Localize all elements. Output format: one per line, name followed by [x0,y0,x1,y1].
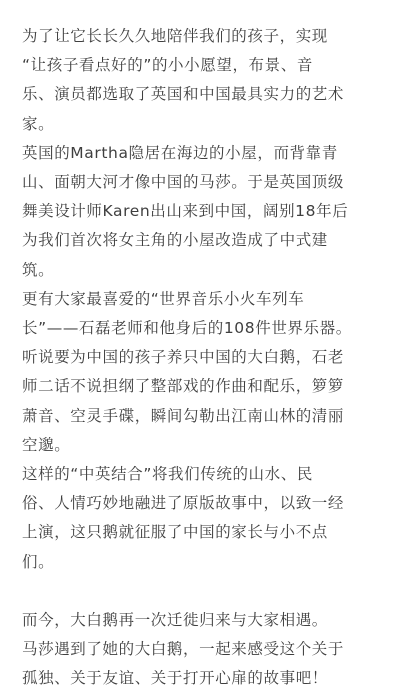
text-line: 英国的Martha隐居在海边的小屋，而背靠青 [22,143,338,162]
text-line: 长”——石磊老师和他身后的108件世界乐器。 [22,319,352,338]
text-line: 萧音、空灵手碟，瞬间勾勒出江南山林的清丽 [22,406,345,425]
text-line: 为了让它长长久久地陪伴我们的孩子，实现 [22,27,328,45]
text-line: 这样的“中英结合”将我们传统的山水、民 [22,465,313,484]
paragraph-set-design [22,139,378,285]
text-line: 为我们首次将女主角的小屋改造成了中式建 [22,231,328,250]
text-line: 而今，大白鹅再一次迁徙归来与大家相遇。 [22,610,328,629]
text-line: 们。 [22,552,55,571]
paragraph-closing [22,606,378,693]
text-line: 马莎遇到了她的大白鹅，一起来感受这个关于 [22,640,345,659]
text-line: 上演，这只鹅就征服了中国的家长与小不点 [22,523,328,542]
text-line: 山、面朝大河才像中国的马莎。于是英国顶级 [22,173,345,192]
paragraph-intro [22,22,378,139]
paragraph-music [22,285,378,460]
text-line: 俗、人情巧妙地融进了原版故事中，以致一经 [22,494,345,513]
text-line: 空邈。 [22,435,71,454]
text-line: 筑。 [22,260,55,279]
text-line: 乐、演员都选取了英国和中国最具实力的艺术 [22,85,345,104]
paragraph-fusion [22,460,378,577]
text-line: 孤独、关于友谊、关于打开心扉的故事吧！ [22,669,328,688]
text-line: 听说要为中国的孩子养只中国的大白鹅，石老 [22,348,345,367]
text-line: 家。 [22,114,55,133]
paragraph-gap [22,577,378,606]
text-line: 更有大家最喜爱的“世界音乐小火车列车 [22,289,305,308]
text-line: 舞美设计师Karen出山来到中国，阔别18年后 [22,202,349,221]
text-line: “让孩子看点好的”的小小愿望，布景、音 [22,56,313,75]
text-line: 师二话不说担纲了整部戏的作曲和配乐，箩箩 [22,377,345,396]
